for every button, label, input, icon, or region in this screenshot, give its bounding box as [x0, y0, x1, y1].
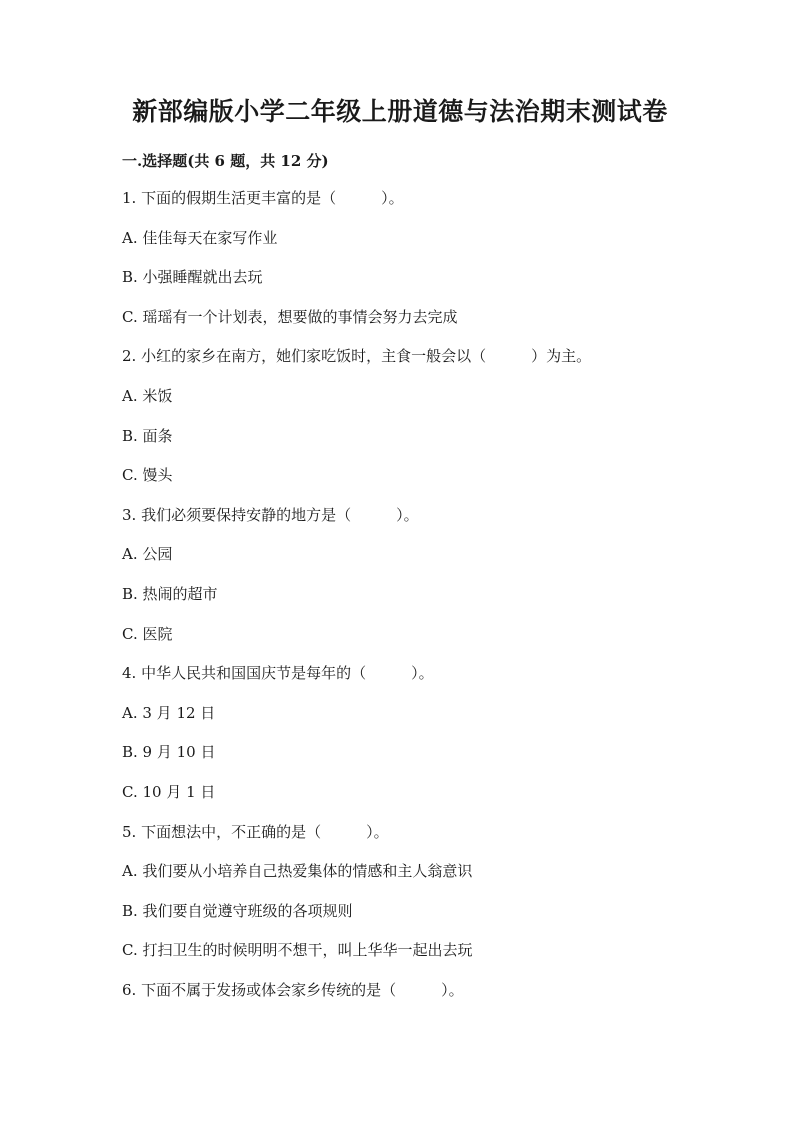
answer-option: C. 瑶瑶有一个计划表，想要做的事情会努力去完成 — [122, 307, 458, 326]
question-stem: 3. 我们必须要保持安静的地方是（ ）。 — [122, 505, 419, 524]
answer-option: B. 热闹的超市 — [122, 584, 218, 603]
section-heading: 一.选择题(共 6 题，共 12 分) — [122, 152, 329, 170]
page-title: 新部编版小学二年级上册道德与法治期末测试卷 — [132, 97, 668, 126]
answer-option: A. 米饭 — [122, 386, 173, 405]
answer-option: B. 面条 — [122, 426, 173, 445]
answer-option: A. 我们要从小培养自己热爱集体的情感和主人翁意识 — [122, 862, 473, 881]
question-stem: 6. 下面不属于发扬或体会家乡传统的是（ ）。 — [122, 980, 464, 999]
answer-option: C. 医院 — [122, 624, 173, 643]
answer-option: C. 馒头 — [122, 466, 173, 485]
answer-option: A. 3 月 12 日 — [122, 703, 216, 722]
question-list — [122, 186, 722, 1017]
question-stem: 1. 下面的假期生活更丰富的是（ ）。 — [122, 189, 404, 207]
question-stem: 2. 小红的家乡在南方，她们家吃饭时，主食一般会以（ ）为主。 — [122, 347, 592, 366]
answer-option: B. 小强睡醒就出去玩 — [122, 268, 263, 287]
answer-option: C. 打扫卫生的时候明明不想干，叫上华华一起出去玩 — [122, 941, 473, 960]
question-stem: 4. 中华人民共和国国庆节是每年的（ ）。 — [122, 664, 434, 683]
question-stem: 5. 下面想法中，不正确的是（ ）。 — [122, 822, 389, 841]
answer-option: C. 10 月 1 日 — [122, 782, 216, 801]
answer-option: B. 我们要自觉遵守班级的各项规则 — [122, 901, 353, 920]
answer-option: A. 佳佳每天在家写作业 — [122, 228, 278, 247]
answer-option: A. 公园 — [122, 545, 173, 564]
answer-option: B. 9 月 10 日 — [122, 743, 216, 762]
